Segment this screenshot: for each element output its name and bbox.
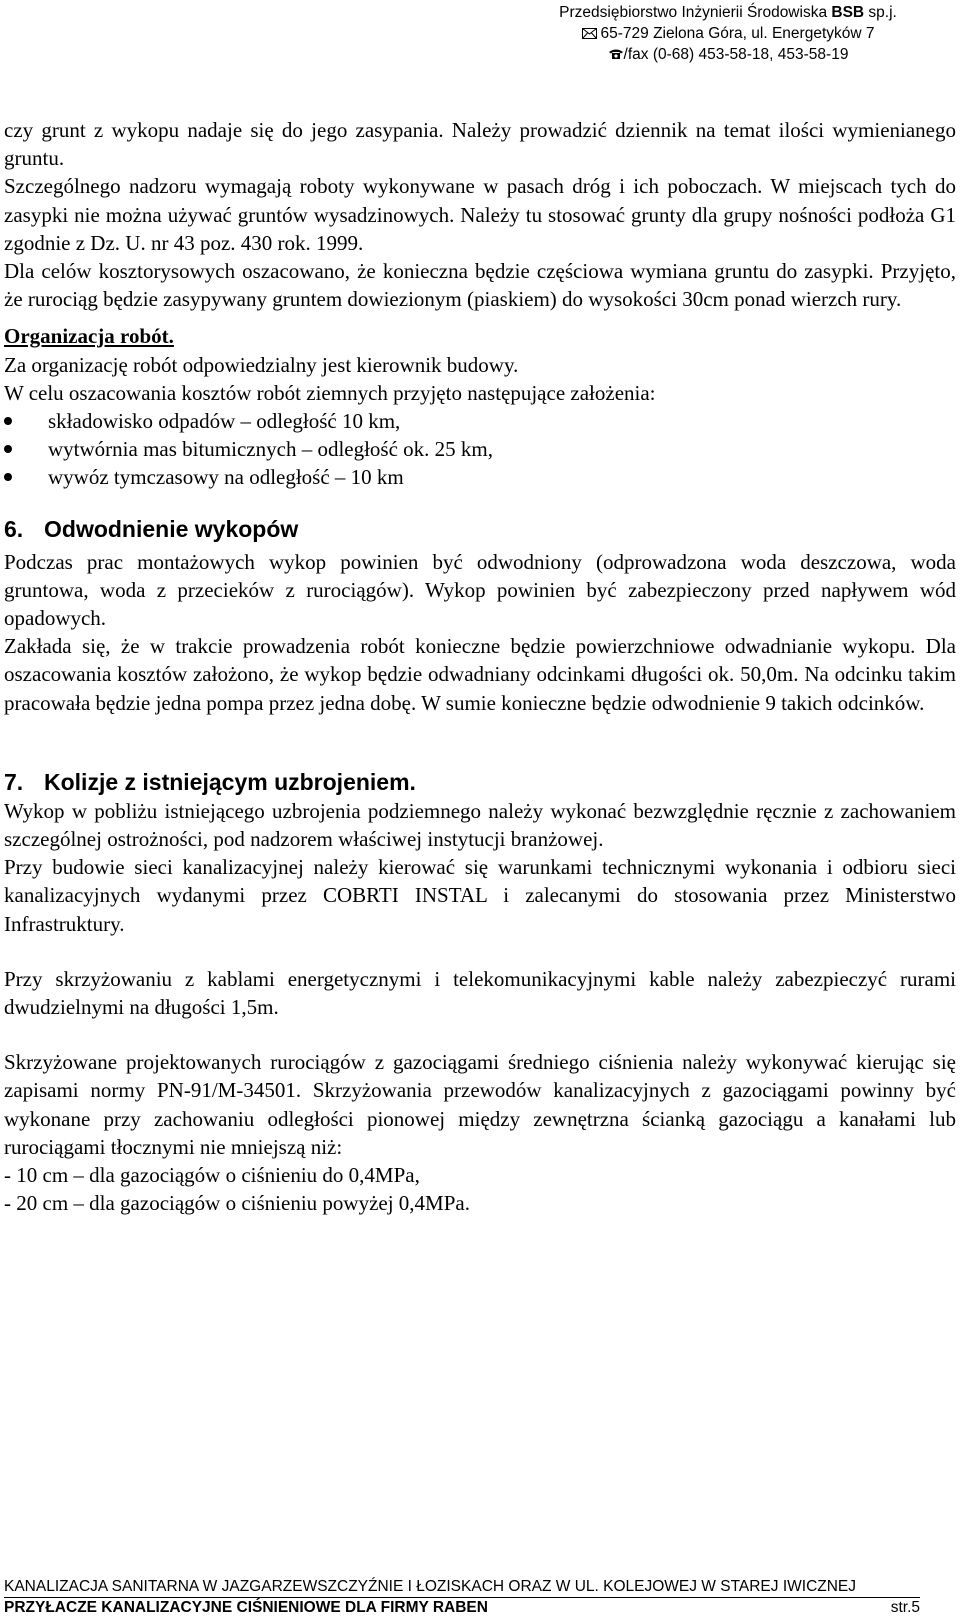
paragraph: Wykop w pobliżu istniejącego uzbrojenia podziemnego należy wykonać bezwzględnie ręcznie z zachowaniem szczególnej ostrożności, pod nadzorem właściwej instytucji branżowej. [4, 798, 956, 852]
company-phone: /fax (0-68) 453-58-18, 453-58-19 [528, 44, 928, 65]
bullet-icon [4, 473, 12, 481]
bullet-icon [4, 417, 12, 425]
page-header [528, 2, 928, 65]
paragraph: Przy skrzyżowaniu z kablami energetycznymi i telekomunikacyjnymi kable należy zabezpieczyć rurami dwudzielnymi na długości 1,5m. [4, 966, 956, 1020]
paragraph: Zakłada się, że w trakcie prowadzenia robót konieczne będzie powierzchniowe odwadnianie wykopu. Dla oszacowania kosztów założono, że wykop będzie odwadniany odcinkami długości ok. 50,0m. Na odcinku takim pracowała będzie jedna pompa przez jedna dobę. W sumie konieczne będzie odwodnienie 9 takich odcinków. [4, 634, 956, 715]
envelope-icon [582, 28, 597, 39]
paragraph: czy grunt z wykopu nadaje się do jego zasypania. Należy prowadzić dziennik na temat ilości wymienianego gruntu. [4, 118, 956, 171]
page-footer [4, 1577, 920, 1617]
page-number: str.5 [890, 1599, 920, 1616]
company-address: 65-729 Zielona Góra, ul. Energetyków 7 [528, 23, 928, 44]
paragraph: Dla celów kosztorysowych oszacowano, że konieczna będzie częściowa wymiana gruntu do zasypki. Przyjęto, że rurociąg będzie zasypywany gruntem dowiezionym (piaskiem) do wysokości 30cm ponad wierzch rury. [4, 259, 956, 312]
dash-item: - 10 cm – dla gazociągów o ciśnieniu do 0,4MPa, [4, 1163, 420, 1188]
document-body [4, 116, 956, 1218]
list-item: wywóz tymczasowy na odległość – 10 km [4, 463, 956, 491]
paragraph: W celu oszacowania kosztów robót ziemnych przyjęto następujące założenia: [4, 380, 656, 405]
subheading-organizacja: Organizacja robót. [4, 324, 174, 349]
section-heading-7: 7. Kolizje z istniejącym uzbrojeniem. [4, 768, 416, 795]
phone-icon [608, 48, 624, 60]
list-item: składowisko odpadów – odległość 10 km, [4, 407, 956, 435]
dash-item: - 20 cm – dla gazociągów o ciśnieniu powyżej 0,4MPa. [4, 1191, 470, 1216]
assumptions-list [4, 407, 956, 492]
footer-title: KANALIZACJA SANITARNA W JAZGARZEWSZCZYŹNIE I ŁOZISKACH ORAZ W UL. KOLEJOWEJ W STAREJ IWICZNEJ [4, 1578, 857, 1595]
paragraph: Przy budowie sieci kanalizacyjnej należy kierować się warunkami technicznymi wykonania i odbioru sieci kanalizacyjnych wydanymi przez COBRTI INSTAL i zalecanymi do stosowania przez Ministerstwo Infrastruktury. [4, 855, 956, 936]
bullet-icon [4, 445, 12, 453]
paragraph: Za organizację robót odpowiedzialny jest kierownik budowy. [4, 352, 519, 377]
paragraph: Skrzyżowane projektowanych rurociągów z gazociągami średniego ciśnienia należy wykonywać kierując się zapisami normy PN-91/M-34501. Skrzyżowania przewodów kanalizacyjnych z gazociągami powinny być wykonane przy zachowaniu odległości pionowej między zewnętrzna ścianką gazociągu a kanałami lub rurociągami tłocznymi nie mniejszą niż: [4, 1050, 956, 1159]
paragraph: Szczególnego nadzoru wymagają roboty wykonywane w pasach dróg i ich poboczach. W miejscach tych do zasypki nie można używać gruntów wysadzinowych. Należy tu stosować grunty dla grupy nośności podłoża G1 zgodnie z Dz. U. nr 43 poz. 430 rok. 1999. [4, 174, 956, 255]
section-heading-6: 6. Odwodnienie wykopów [4, 515, 299, 542]
list-item: wytwórnia mas bitumicznych – odległość ok. 25 km, [4, 435, 956, 463]
company-name: Przedsiębiorstwo Inżynierii Środowiska BSB sp.j. [559, 4, 897, 21]
paragraph: Podczas prac montażowych wykop powinien być odwodniony (odprowadzona woda deszczowa, woda gruntowa, woda z przecieków z rurociągów). Wykop powinien być zabezpieczony przed napływem wód opadowych. [4, 549, 956, 631]
footer-subtitle: PRZYŁACZE KANALIZACYJNE CIŚNIENIOWE DLA FIRMY RABEN str.5 [4, 1599, 920, 1616]
